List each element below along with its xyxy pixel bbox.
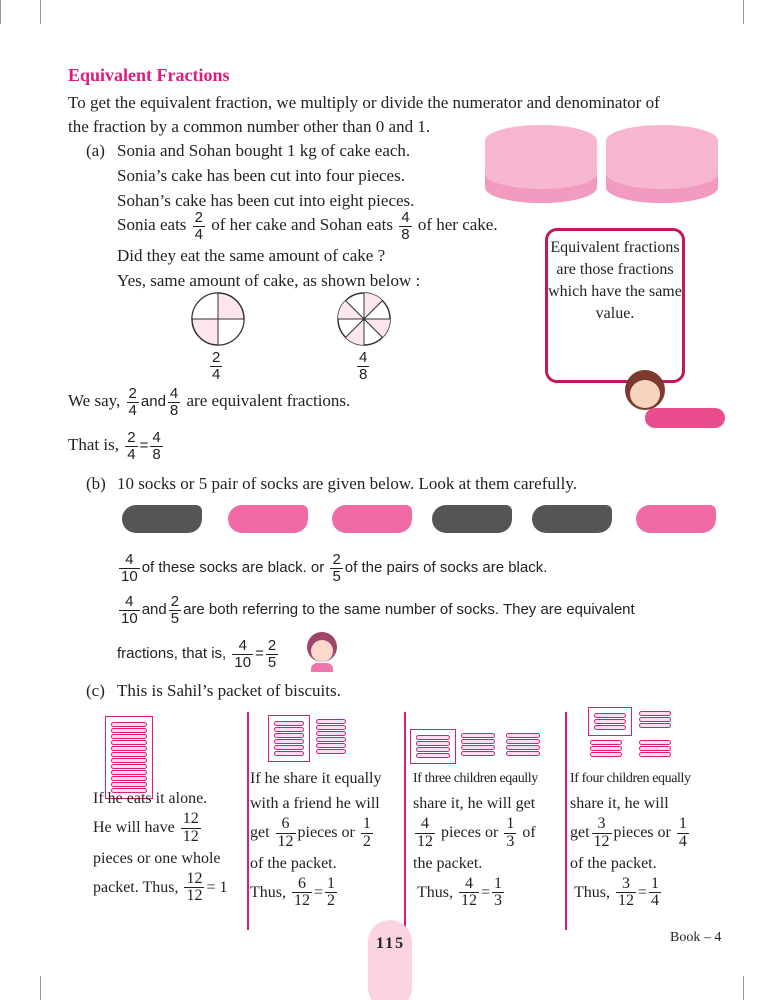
biscuit-column: If he eats it alone. He will have $\frac{12}{12}$ pieces or one whole packet. Thus, $\frac{12}{12}$ = 1 <box>93 790 228 905</box>
biscuit <box>590 746 622 751</box>
sock-pink <box>228 505 308 533</box>
biscuit <box>111 746 147 751</box>
fraction: $\frac{2}{5}$ <box>170 593 180 627</box>
fraction: $\frac{4}{12}$ <box>461 874 477 910</box>
biscuit <box>111 776 147 781</box>
fraction: $\frac{1}{3}$ <box>494 874 503 910</box>
boy-avatar <box>305 632 339 672</box>
sock-black <box>432 505 512 533</box>
biscuit-column: If three children eqaully share it, he will get $\frac{4}{12}$ pieces or $\frac{1}{3}$ of the packet. Thus, $\frac{4}{12}$ = $\frac{1}{3}$ <box>413 771 538 910</box>
sock-pink <box>636 505 716 533</box>
text: of her cake. <box>417 215 498 235</box>
text-line: Sonia and Sohan bought 1 kg of cake each. <box>117 141 411 160</box>
biscuit <box>416 735 450 740</box>
biscuit <box>639 740 671 745</box>
fraction: $\frac{12}{12}$ <box>182 810 199 845</box>
sock-black <box>532 505 612 533</box>
fraction: $\frac{12}{12}$ <box>186 869 203 905</box>
biscuit <box>590 740 622 745</box>
biscuit <box>639 711 671 716</box>
biscuit <box>316 737 346 742</box>
biscuit-stack <box>314 718 348 755</box>
biscuit <box>639 746 671 751</box>
biscuit <box>594 725 626 730</box>
text-line <box>117 210 498 243</box>
fraction: $\frac{1}{2}$ <box>362 815 371 850</box>
biscuit <box>316 719 346 724</box>
girl-illustration <box>600 370 730 440</box>
column-divider <box>565 712 567 930</box>
column-divider <box>247 712 249 930</box>
fraction: $\frac{4}{8}$ <box>169 385 179 419</box>
text-line: Yes, same amount of cake, as shown below : <box>117 271 421 290</box>
biscuit <box>316 749 346 754</box>
biscuit <box>111 734 147 739</box>
callout-text: Equivalent fractions are those fractions which have the same value. <box>548 239 682 322</box>
text: Sonia eats <box>117 215 187 235</box>
fraction: $\frac{3}{12}$ <box>618 874 634 910</box>
biscuit <box>416 747 450 752</box>
fraction: $\frac{4}{10}$ <box>234 637 252 671</box>
fraction: $\frac{4}{10}$ <box>121 593 138 627</box>
biscuit <box>506 733 540 738</box>
biscuit <box>461 751 495 756</box>
biscuit <box>416 753 450 758</box>
biscuit <box>111 764 147 769</box>
intro-line: To get the equivalent fraction, we multiply or divide the numerator and denominator of <box>68 93 660 112</box>
biscuit <box>506 745 540 750</box>
biscuit <box>506 751 540 756</box>
fraction: $\frac{4}{8}$ <box>401 209 410 243</box>
fraction: $\frac{4}{8}$ <box>359 349 368 383</box>
page-number: 115 <box>376 935 406 952</box>
section-title: Equivalent Fractions <box>68 65 230 85</box>
circle-quarters-icon <box>190 291 250 351</box>
biscuit <box>461 739 495 744</box>
biscuit <box>594 713 626 718</box>
biscuit-stack <box>410 729 456 764</box>
biscuit-stack <box>504 732 542 757</box>
text-line: We say, $\frac{2}{4}$ and $\frac{4}{8}$ are equivalent fractions. <box>68 385 351 419</box>
text-line: fractions, that is, $\frac{4}{10}$ = $\frac{2}{5}$ <box>117 637 277 671</box>
fraction: $\frac{2}{4}$ <box>212 349 221 383</box>
biscuit <box>316 743 346 748</box>
biscuit <box>111 758 147 763</box>
biscuit <box>639 723 671 728</box>
fraction: $\frac{3}{12}$ <box>593 815 610 850</box>
text-line: 10 socks or 5 pair of socks are given below. Look at them carefully. <box>117 474 577 493</box>
biscuit-stack <box>268 715 310 762</box>
biscuit <box>274 745 304 750</box>
sock-pink <box>332 505 412 533</box>
fraction: $\frac{1}{3}$ <box>506 815 515 850</box>
text-line: Did they eat the same amount of cake ? <box>117 246 386 265</box>
biscuit <box>274 721 304 726</box>
biscuit-column: If he share it equally with a friend he will get $\frac{6}{12}$ pieces or $\frac{1}{2}$ of the packet. Thus, $\frac{6}{12}$ = $\frac{1}{2}$ <box>250 770 382 910</box>
text-line: Sonia’s cake has been cut into four pieces. <box>117 166 405 185</box>
fraction: $\frac{2}{4}$ <box>127 429 136 463</box>
page-number-tab <box>368 920 412 1000</box>
biscuit <box>594 719 626 724</box>
biscuit-stack <box>588 707 632 736</box>
biscuit <box>639 717 671 722</box>
intro-line: the fraction by a common number other than 0 and 1. <box>68 117 431 136</box>
fraction: $\frac{1}{4}$ <box>678 815 687 850</box>
sock-black <box>122 505 202 533</box>
fraction: $\frac{6}{12}$ <box>294 874 310 910</box>
biscuit <box>111 770 147 775</box>
text: of her cake and Sohan eats <box>211 215 393 235</box>
biscuit <box>590 752 622 757</box>
circle-eighths-icon <box>336 291 396 351</box>
biscuit-column: If four children equally share it, he will get $\frac{3}{12}$ pieces or $\frac{1}{4}$ of the packet. Thus, $\frac{3}{12}$ = $\frac{1}{4}$ <box>570 771 691 910</box>
item-label-b: (b) <box>86 474 106 493</box>
biscuit <box>639 752 671 757</box>
biscuit-stack <box>637 710 673 729</box>
fraction: $\frac{6}{12}$ <box>277 815 294 850</box>
biscuit-stack <box>588 739 624 758</box>
biscuit <box>111 752 147 757</box>
cake-image <box>485 125 597 203</box>
biscuit <box>111 740 147 745</box>
fraction: $\frac{4}{8}$ <box>152 429 161 463</box>
fraction: $\frac{4}{10}$ <box>121 551 138 585</box>
fraction: $\frac{1}{4}$ <box>651 874 660 910</box>
item-label-c: (c) <box>86 681 105 700</box>
biscuit <box>274 727 304 732</box>
cake-image <box>606 125 718 203</box>
biscuit <box>461 745 495 750</box>
biscuit <box>506 739 540 744</box>
biscuit-stack <box>637 739 673 758</box>
fraction: $\frac{2}{4}$ <box>128 385 137 419</box>
biscuit <box>274 739 304 744</box>
biscuit-stack <box>459 732 497 757</box>
biscuit <box>316 731 346 736</box>
fraction: $\frac{2}{5}$ <box>267 637 277 671</box>
definition-callout <box>545 228 685 383</box>
fraction: $\frac{2}{4}$ <box>194 209 203 243</box>
biscuit <box>416 741 450 746</box>
biscuit <box>316 725 346 730</box>
text-line: $\frac{4}{10}$ and $\frac{2}{5}$ are both referring to the same number of socks. They are equivalent <box>121 593 635 627</box>
text-line: Sohan’s cake has been cut into eight pieces. <box>117 191 415 210</box>
biscuit <box>274 733 304 738</box>
fraction: $\frac{1}{2}$ <box>327 874 336 910</box>
text-line: That is, $\frac{2}{4}$ = $\frac{4}{8}$ <box>68 429 161 463</box>
biscuit <box>111 728 147 733</box>
biscuit <box>274 751 304 756</box>
fraction: $\frac{2}{5}$ <box>332 551 341 585</box>
item-label-a: (a) <box>86 141 105 160</box>
fraction: $\frac{4}{12}$ <box>417 815 433 850</box>
column-divider <box>404 712 406 930</box>
text-line: $\frac{4}{10}$ of these socks are black. or $\frac{2}{5}$ of the pairs of socks are black. <box>121 551 548 585</box>
biscuit <box>111 722 147 727</box>
biscuit <box>461 733 495 738</box>
book-label: Book – 4 <box>670 930 722 945</box>
text-line: This is Sahil’s packet of biscuits. <box>117 681 341 700</box>
